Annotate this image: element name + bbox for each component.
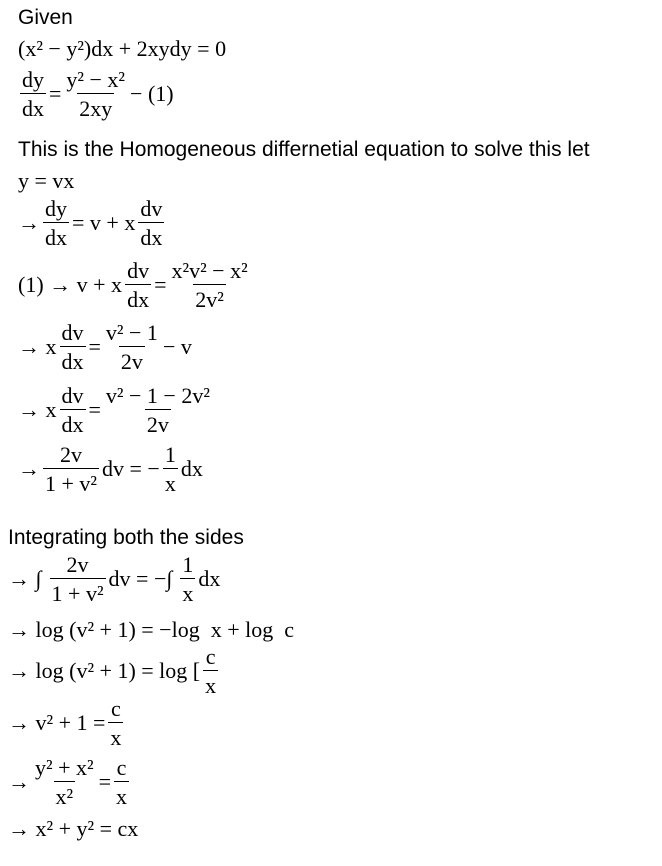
given-label: Given (18, 6, 73, 29)
fraction: $\frac{2v}{\text{1 + v²}}$ (45, 442, 98, 497)
fraction: $\frac{1}{x}$ (164, 442, 176, 497)
step-rearrange: → x $\frac{dv}{dx}$ = $\frac{\text{v² − 1}}{2v}$ − v (18, 320, 192, 375)
equation-1: $\frac{dy}{dx}$ = $\frac{\text{y² − x²}}{2xy}$ − (1) (22, 67, 174, 122)
integrating-label: Integrating both the sides (8, 526, 244, 549)
fraction: $\frac{\text{y² + x²}}{\text{x²}}$ (35, 755, 94, 810)
step-derivative: → $\frac{dy}{dx}$ = v + x $\frac{dv}{dx}$ (18, 196, 163, 251)
fraction: $\frac{c}{x}$ (116, 755, 128, 810)
equation-original: (x² − y²)dx + 2xydy = 0 (18, 36, 227, 61)
fraction: $\frac{dy}{dx}$ (22, 67, 44, 122)
fraction: $\frac{dv}{dx}$ (140, 196, 163, 251)
fraction: $\frac{\text{x²v² − x²}}{\text{2v²}}$ (171, 258, 248, 313)
step-separate: → $\frac{2v}{\text{1 + v²}}$ dv = − $\frac{1}{x}$ dx (18, 442, 203, 497)
fraction: $\frac{dy}{dx}$ (45, 196, 67, 251)
fraction: $\frac{\text{y² − x²}}{2xy}$ (66, 67, 126, 122)
final-answer: → x² + y² = cx (8, 816, 139, 841)
fraction: $\frac{dv}{dx}$ (127, 258, 150, 313)
step-back-substitute: → $\frac{\text{y² + x²}}{\text{x²}}$ = $\frac{c}{x}$ (8, 755, 128, 810)
fraction: $\frac{dv}{dx}$ (61, 383, 84, 438)
fraction: $\frac{c}{x}$ (205, 644, 217, 699)
fraction: $\frac{\text{v² − 1 − 2v²}}{2v}$ (105, 383, 210, 438)
step-combine: → x $\frac{dv}{dx}$ = $\frac{\text{v² − 1 − 2v²}}{2v}$ (18, 383, 210, 438)
step-exp: → v² + 1 = $\frac{c}{x}$ (8, 696, 122, 751)
homogeneous-note: This is the Homogeneous differnetial equation to solve this let (18, 138, 590, 161)
substitution: y = vx (18, 168, 75, 193)
fraction: $\frac{c}{x}$ (110, 696, 122, 751)
step-substitute: (1) → v + x $\frac{dv}{dx}$ = $\frac{\text{x²v² − x²}}{\text{2v²}}$ (18, 258, 248, 313)
fraction: $\frac{dv}{dx}$ (61, 320, 84, 375)
fraction: $\frac{2v}{\text{1 + v²}}$ (51, 552, 104, 607)
step-log: → log (v² + 1) = −log x + log c (8, 617, 294, 642)
step-log-combine: → log (v² + 1) = log [ $\frac{c}{x}$ (8, 644, 217, 699)
fraction: $\frac{1}{x}$ (182, 552, 194, 607)
fraction: $\frac{\text{v² − 1}}{2v}$ (105, 320, 158, 375)
step-integrate: → ∫ $\frac{2v}{\text{1 + v²}}$ dv = −∫ $\frac{1}{x}$ dx (8, 552, 221, 607)
